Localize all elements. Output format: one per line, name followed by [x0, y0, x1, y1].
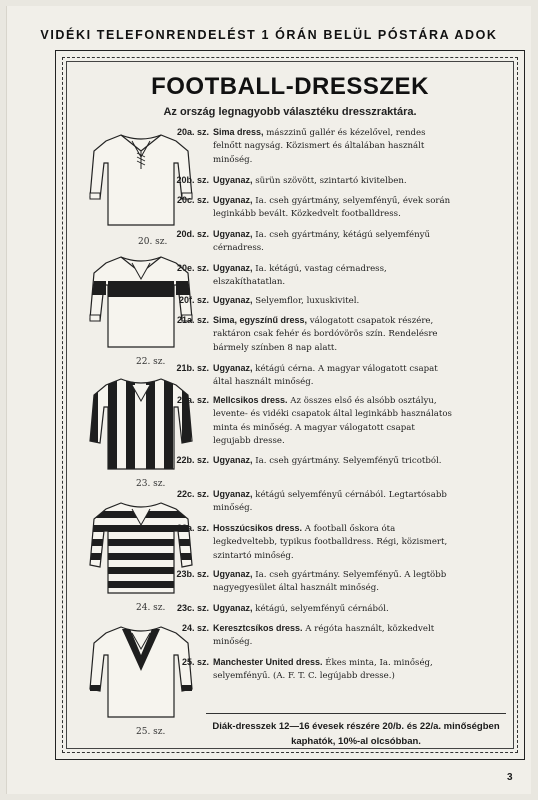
product-code: 20a. sz. — [176, 127, 209, 137]
product-code: 25. sz. — [181, 657, 209, 667]
product-text — [213, 262, 455, 290]
page-title: FOOTBALL-DRESSZEK — [151, 73, 429, 100]
product-description: Ia. cseh gyártmány, kétágú selyemfényű cérnadress. — [213, 230, 430, 254]
product-name: Ugyanaz, — [213, 489, 253, 499]
product-text — [213, 622, 455, 650]
product-name: Ugyanaz, — [213, 455, 253, 465]
product-item — [165, 622, 455, 650]
shirt-label-20: 20. sz. — [138, 237, 168, 247]
product-text — [213, 362, 455, 390]
product-description: Ékes minta, Ia. minőség, selyemfényű. (A. F. T. C. legújabb dresse.) — [213, 658, 433, 682]
product-item — [165, 454, 455, 468]
product-item — [165, 362, 455, 390]
product-code: 20b. sz. — [176, 175, 209, 185]
product-name: Ugyanaz, — [213, 229, 253, 239]
product-description: válogatott csapatok részére, raktáron csak fehér és bordóvörös szín. Rendelésre bármely színben 8 nap alatt. — [213, 316, 438, 353]
product-code: 23b. sz. — [176, 569, 209, 579]
product-description: Ia. cseh gyártmány. Selyemfényű tricotból. — [255, 456, 442, 466]
product-name: Sima, egyszínű dress, — [213, 315, 308, 325]
product-code: 24. sz. — [181, 623, 209, 633]
product-item — [165, 174, 455, 188]
product-description: mászzinű gallér és kézelővel, rendes felnőtt nagyság. Közismert és általában használt minőség. — [213, 128, 426, 165]
product-text — [213, 602, 455, 616]
product-description: kétágú, selyemfényű cérnából. — [255, 604, 389, 614]
product-code: 20f. sz. — [178, 295, 209, 305]
product-description: sürün szövött, szintartó kivitelben. — [255, 176, 407, 186]
product-code: 21a. sz. — [176, 315, 209, 325]
product-code: 21b. sz. — [176, 363, 209, 373]
product-name: Keresztcsíkos dress. — [213, 623, 303, 633]
product-name: Ugyanaz, — [213, 603, 253, 613]
product-text — [213, 174, 455, 188]
product-text — [213, 126, 455, 167]
product-item — [165, 228, 455, 256]
product-text — [213, 194, 455, 222]
product-item — [165, 394, 455, 448]
product-code: 20d. sz. — [176, 229, 209, 239]
product-name: Ugyanaz, — [213, 295, 253, 305]
page-number: 3 — [507, 772, 513, 783]
product-item — [165, 568, 455, 596]
product-code: 20e. sz. — [176, 263, 209, 273]
shirt-label-25: 25. sz. — [136, 727, 166, 737]
shirt-label-24: 24. sz. — [136, 603, 166, 613]
shirt-label-22: 22. sz. — [136, 357, 166, 367]
product-name: Ugyanaz, — [213, 263, 253, 273]
product-name: Ugyanaz, — [213, 363, 253, 373]
product-description: Ia. cseh gyártmány. Selyemfényű. A legtöbb nagyegyesület által használt minőség. — [213, 570, 447, 594]
product-description: Ia. kétágú, vastag cérnadress, elszakíthatatlan. — [213, 264, 387, 288]
product-description: A football őskora óta legkedveltebb, typikus footballdress. Régi, közismert, szintartó minőség. — [213, 524, 448, 561]
product-item — [165, 126, 455, 167]
product-text — [213, 314, 455, 355]
product-name: Hosszúcsikos dress. — [213, 523, 303, 533]
product-item — [165, 194, 455, 222]
product-item — [165, 602, 455, 616]
product-text — [213, 294, 455, 308]
product-name: Mellcsikos dress. — [213, 395, 288, 405]
product-item — [165, 262, 455, 290]
product-text — [213, 568, 455, 596]
product-code: 22c. sz. — [176, 489, 209, 499]
product-description: Ia. cseh gyártmány, selyemfényű, évek során leginkább bevált. Közkedvelt footballdress. — [213, 196, 451, 220]
product-item — [165, 488, 455, 516]
product-item — [165, 522, 455, 563]
footer-note: Diák-dresszek 12—16 évesek részére 20/b. és 22/a. minőségben kaphatók, 10%-al olcsóbban. — [212, 721, 500, 747]
product-text — [213, 394, 455, 448]
product-code: 20c. sz. — [176, 195, 209, 205]
shirt-label-23: 23. sz. — [136, 479, 166, 489]
product-code: 23c. sz. — [176, 603, 209, 613]
product-item — [165, 656, 455, 684]
product-item — [165, 314, 455, 355]
product-name: Ugyanaz, — [213, 175, 253, 185]
product-description: Az összes első és alsóbb osztályu, levente- és vidéki csapatok által leginkább használatos minta és minőség. A magyar válogatott csapat legujabb dresse. — [213, 396, 452, 446]
product-text — [213, 656, 455, 684]
product-name: Sima dress, — [213, 127, 264, 137]
product-code: 22a. sz. — [176, 395, 209, 405]
product-description: A régóta használt, közkedvelt minőség. — [213, 624, 435, 648]
product-name: Manchester United dress. — [213, 657, 323, 667]
product-description: kétágú selyemfényű cérnából. Legtartósabb minőség. — [213, 490, 447, 514]
page-subtitle: Az ország legnagyobb választéku dresszraktára. — [163, 106, 417, 118]
catalog-page — [6, 6, 531, 794]
product-description: kétágú cérna. A magyar válogatott csapat által használt minőség. — [213, 364, 438, 388]
product-description: Selyemflor, luxuskivitel. — [255, 296, 360, 306]
page-header: VIDÉKI TELEFONRENDELÉST 1 ÓRÁN BELÜL PÓSTÁRA ADOK — [40, 28, 498, 42]
product-text — [213, 488, 455, 516]
product-text — [213, 454, 455, 468]
product-item — [165, 294, 455, 308]
product-code: 22b. sz. — [176, 455, 209, 465]
product-name: Ugyanaz, — [213, 569, 253, 579]
product-text — [213, 522, 455, 563]
footer-rule — [206, 713, 506, 714]
product-code: 23a. sz. — [176, 523, 209, 533]
product-name: Ugyanaz, — [213, 195, 253, 205]
product-text — [213, 228, 455, 256]
